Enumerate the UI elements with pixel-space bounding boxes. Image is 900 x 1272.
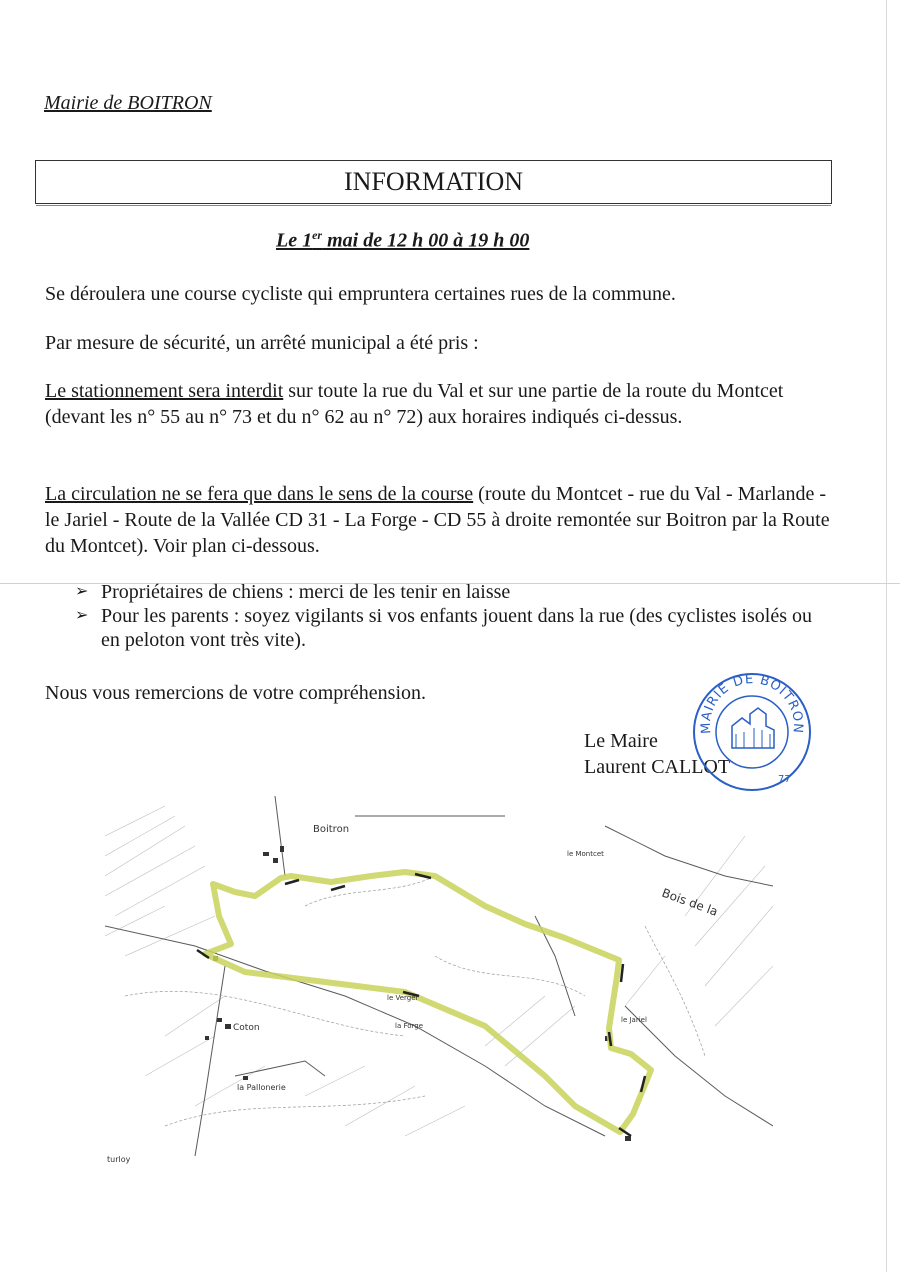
label-la-forge: la Forge [395, 1022, 424, 1030]
signature-name: Laurent CALLOT [584, 756, 731, 778]
label-coton: Coton [233, 1023, 260, 1033]
scan-edge-line [886, 0, 887, 1272]
direction-arrow-icons [197, 874, 645, 1136]
mairie-stamp-icon [688, 668, 816, 796]
arrow-bullet-icon: ➢ [75, 583, 89, 600]
information-title: INFORMATION [343, 167, 524, 196]
label-le-montcet: le Montcet [567, 850, 604, 858]
route-map [105, 796, 773, 1166]
label-le-jariel: le Jariel [621, 1016, 647, 1024]
bullet-dogs: Propriétaires de chiens : merci de les tenir en laisse [101, 581, 511, 603]
label-boitron: Boitron [313, 824, 350, 835]
bullet-parents: Pour les parents : soyez vigilants si vos enfants jouent dans la rue (des cyclistes isolés ou en peloton vont très vite). [101, 605, 812, 651]
list-item [75, 580, 835, 604]
date-suffix: mai de 12 h 00 à 19 h 00 [322, 229, 530, 252]
paragraph-arrete: Par mesure de sécurité, un arrêté municipal a été pris : [45, 332, 479, 354]
svg-text:MAIRIE DE BOITRON: MAIRIE DE BOITRON [698, 672, 806, 735]
svg-text:77: 77 [778, 774, 791, 785]
paragraph-course: Se déroulera une course cycliste qui empruntera certaines rues de la commune. [45, 283, 676, 305]
information-box [35, 160, 832, 204]
date-prefix: Le 1 [276, 229, 313, 252]
stationnement-text: sur toute la rue du Val et sur une partie de la route du Montcet (devant les n° 55 au n° 73 et du n° 62 au n° 72) aux horaires indiqués ci-dessus. [45, 380, 784, 428]
circulation-underlined: La circulation ne se fera que dans le sens de la course [45, 483, 474, 505]
route-map-svg [105, 796, 773, 1166]
label-turloy: turloy [107, 1155, 131, 1164]
arrow-bullet-icon: ➢ [75, 607, 89, 624]
paragraph-stationnement [45, 378, 835, 430]
paragraph-thanks: Nous vous remercions de votre compréhension. [45, 682, 427, 704]
list-item [75, 604, 835, 652]
circulation-text: (route du Montcet - rue du Val - Marlande - le Jariel - Route de la Vallée CD 31 - La Forge - CD 55 à droite remontée sur Boitron par la Route du Montcet). Voir plan ci-dessous. [45, 483, 830, 557]
stationnement-underlined: Le stationnement sera interdit [45, 380, 284, 402]
advice-list [75, 580, 835, 652]
mairie-header: Mairie de BOITRON [44, 92, 212, 114]
label-le-verger: le Verger [387, 994, 419, 1002]
event-date [276, 228, 529, 253]
paragraph-circulation [45, 481, 835, 559]
map-relief-hatching [105, 806, 773, 1136]
date-superscript: er [312, 228, 323, 242]
signature-role: Le Maire [584, 730, 658, 752]
map-roads [105, 796, 773, 1156]
label-bois-de-la: Bois de la [659, 885, 720, 919]
race-route-path [205, 872, 651, 1132]
label-pallonerie: la Pallonerie [237, 1083, 286, 1092]
